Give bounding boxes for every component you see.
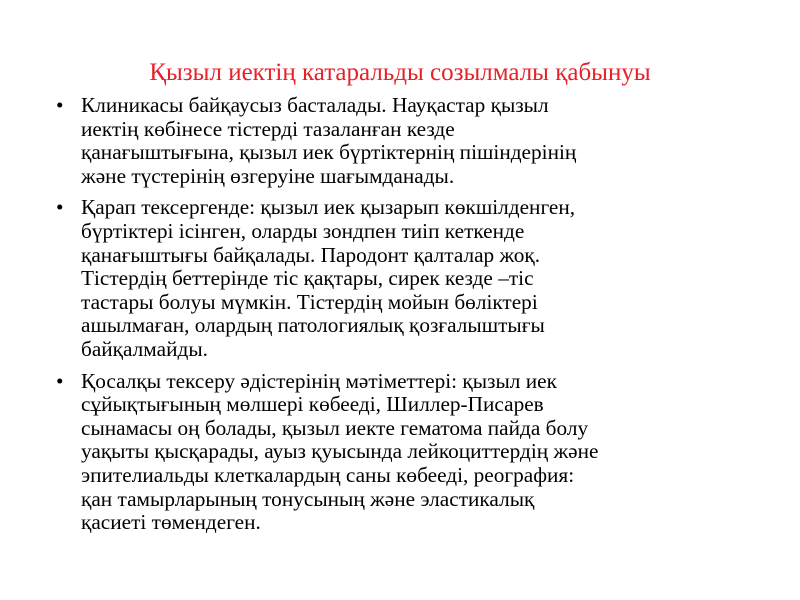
bullet-1-line-2: иектің көбінесе тістерді тазаланған кезде <box>81 116 455 141</box>
bullet-1-line-1: Клиникасы байқаусыз басталады. Науқастар қызыл <box>81 93 549 117</box>
bullet-2-line-4: Тістердің беттерінде тіс қақтары, сирек кезде –тіс <box>81 266 534 291</box>
bullet-marker: • <box>56 195 64 220</box>
bullet-item-2 <box>52 196 752 361</box>
bullet-2-line-6: ашылмаған, олардың патологиялық қозғалыштығы <box>81 313 545 338</box>
bullet-3-line-5: эпителиальды клеткалардың саны көбееді, реография: <box>81 462 575 487</box>
bullet-2-line-2: бүртіктері ісінген, оларды зондпен тиіп кеткенде <box>81 218 525 243</box>
bullet-3-line-6: қан тамырларының тонусының және эластикалық <box>81 486 535 511</box>
bullet-item-3 <box>52 370 752 535</box>
bullet-marker: • <box>56 93 64 117</box>
bullet-2-line-5: тастары болуы мүмкін. Тістердің мойын бөліктері <box>81 289 538 314</box>
bullet-1-line-3: қанағыштығына, қызыл иек бүртіктернің пішіндерінің <box>81 140 577 165</box>
bullet-2-line-7: байқалмайды. <box>81 336 208 361</box>
bullet-3-line-2: сұйықтығының мөлшері көбееді, Шиллер-Писарев <box>81 392 544 417</box>
slide-title: Қызыл иектің катаральды созылмалы қабынуы <box>149 59 651 86</box>
bullet-2-line-3: қанағыштығы байқалады. Пародонт қалталар жоқ. <box>81 242 541 267</box>
bullet-marker: • <box>56 368 64 393</box>
bullet-3-line-7: қасиеті төмендеген. <box>81 510 261 535</box>
bullet-1-line-4: және түстерінің өзгеруіне шағымданады. <box>81 163 455 188</box>
bullet-2-line-1: Қарап тексергенде: қызыл иек қызарып көкшілденген, <box>81 195 576 220</box>
bullet-3-line-1: Қосалқы тексеру әдістерінің мәтіметтері: қызыл иек <box>81 368 557 393</box>
bullet-3-line-3: сынамасы оң болады, қызыл иекте гематома пайда болу <box>81 415 589 440</box>
bullet-item-1 <box>52 94 752 188</box>
bullet-3-line-4: уақыты қысқарады, ауыз қуысында лейкоциттердің және <box>81 439 599 464</box>
bullet-list <box>52 94 752 543</box>
